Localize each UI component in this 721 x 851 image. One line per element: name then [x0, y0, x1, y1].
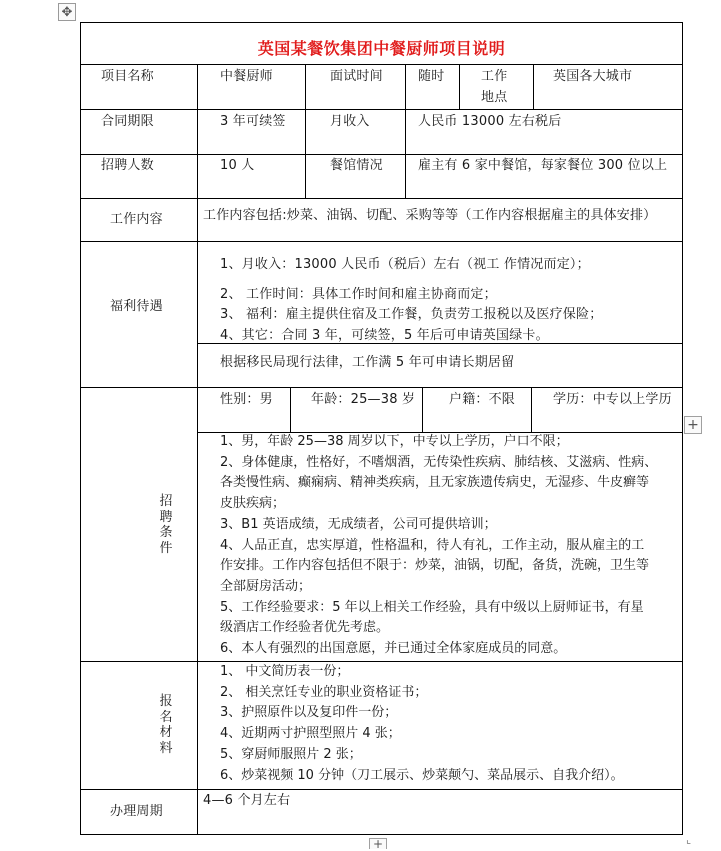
contract-period-label: 合同期限	[101, 114, 154, 129]
recruit-count-label: 招聘人数	[101, 158, 154, 173]
conditions-line: 作安排。工作内容包括但不限于：炒菜，油锅，切配，备货，洗碗，卫生等	[220, 558, 650, 574]
welfare-item: 1、月收入：13000 人民币（税后）左右（视工 作情况而定）；	[220, 257, 590, 272]
welfare-note: 根据移民局现行法律，工作满 5 年可申请长期居留	[220, 355, 515, 370]
table-column-divider	[422, 387, 423, 432]
materials-line: 1、 中文简历表一份；	[220, 664, 350, 679]
work-location-label-line2: 地点	[481, 90, 508, 105]
welfare-item: 2、 工作时间：具体工作时间和雇主协商而定；	[220, 287, 497, 302]
table-row-divider	[80, 241, 683, 242]
conditions-line: 全部厨房活动；	[220, 578, 312, 594]
education-condition: 学历：中专以上学历	[553, 392, 672, 407]
hukou-condition: 户籍：不限	[449, 392, 516, 407]
table-column-divider	[533, 64, 534, 109]
work-location-value: 英国各大城市	[553, 69, 633, 84]
table-row-divider	[80, 64, 683, 65]
materials-line: 5、穿厨师服照片 2 张；	[220, 746, 362, 762]
restaurant-info-value: 雇主有 6 家中餐馆，每家餐位 300 位以上	[418, 158, 668, 173]
project-name-label: 项目名称	[101, 69, 154, 84]
welfare-label: 福利待遇	[110, 299, 163, 314]
table-column-divider	[459, 64, 460, 109]
interview-time-value: 随时	[418, 69, 445, 84]
processing-period-label: 办理周期	[110, 804, 163, 819]
welfare-item: 3、 福利：雇主提供住宿及工作餐，负责劳工报税以及医疗保险；	[220, 307, 603, 322]
conditions-label: 招聘条件	[159, 494, 173, 556]
materials-line: 4、近期两寸护照型照片 4 张；	[220, 726, 401, 742]
materials-line: 2、 相关烹饪专业的职业资格证书；	[220, 684, 428, 700]
interview-time-label: 面试时间	[330, 69, 383, 84]
monthly-income-label: 月收入	[330, 114, 370, 129]
welfare-item: 4、其它：合同 3 年，可续签，5 年后可申请英国绿卡。	[220, 328, 549, 343]
table-move-handle-icon[interactable]: ✥	[58, 3, 76, 21]
conditions-line: 1、男，年龄 25—38 周岁以下，中专以上学历，户口不限；	[220, 434, 569, 449]
processing-period-value: 4—6 个月左右	[203, 793, 291, 808]
conditions-line: 5、工作经验要求：5 年以上相关工作经验，具有中级以上厨师证书，有星	[220, 599, 644, 615]
document-title: 英国某餐饮集团中餐厨师项目说明	[257, 39, 506, 58]
materials-line: 3、护照原件以及复印件一份；	[220, 705, 398, 721]
gender-condition: 性别：男	[220, 392, 273, 407]
table-column-divider	[197, 64, 198, 835]
work-content-value: 工作内容包括:炒菜、油锅、切配、采购等等（工作内容根据雇主的具体安排）	[203, 208, 657, 223]
table-row-divider	[80, 198, 683, 199]
conditions-line: 各类慢性病、癫痫病、精神类疾病，且无家族遗传病史，无湿疹、牛皮癣等	[220, 475, 650, 491]
project-name-value: 中餐厨师	[220, 69, 273, 84]
table-column-divider	[405, 64, 406, 198]
table-column-divider	[305, 64, 306, 198]
conditions-line: 4、人品正直，忠实厚道，性格温和，待人有礼，工作主动，服从雇主的工	[220, 537, 645, 553]
add-row-icon[interactable]: +	[369, 838, 387, 849]
table-row-divider	[80, 109, 683, 110]
conditions-line: 6、本人有强烈的出国意愿，并已通过全体家庭成员的同意。	[220, 641, 567, 657]
recruit-count-value: 10 人	[220, 158, 255, 173]
add-column-icon[interactable]: +	[684, 416, 702, 434]
table-resize-handle-icon[interactable]: ⌞	[686, 833, 692, 846]
conditions-line: 2、身体健康，性格好，不嗜烟酒，无传染性疾病、肺结核、艾滋病、性病、	[220, 454, 658, 470]
work-content-label: 工作内容	[110, 212, 163, 227]
materials-list	[220, 662, 624, 786]
age-condition: 年龄：25—38 岁	[311, 392, 416, 407]
table-row-divider	[80, 387, 683, 388]
table-row-divider	[80, 789, 683, 790]
conditions-line: 级酒店工作经验者优先考虑。	[220, 620, 390, 636]
table-column-divider	[531, 387, 532, 432]
table-row-divider	[80, 154, 683, 155]
monthly-income-value: 人民币 13000 左右税后	[418, 114, 562, 129]
materials-label: 报名材料	[159, 694, 173, 756]
table-row-divider	[197, 343, 683, 344]
restaurant-info-label: 餐馆情况	[330, 158, 383, 173]
table-column-divider	[290, 387, 291, 432]
conditions-line: 3、B1 英语成绩，无成绩者，公司可提供培训；	[220, 516, 497, 532]
contract-period-value: 3 年可续签	[220, 114, 286, 129]
materials-line: 6、炒菜视频 10 分钟（刀工展示、炒菜颠勺、菜品展示、自我介绍）。	[220, 767, 624, 783]
work-location-label-line1: 工作	[481, 69, 508, 84]
conditions-line: 皮肤疾病；	[220, 496, 286, 512]
conditions-list	[220, 432, 657, 660]
